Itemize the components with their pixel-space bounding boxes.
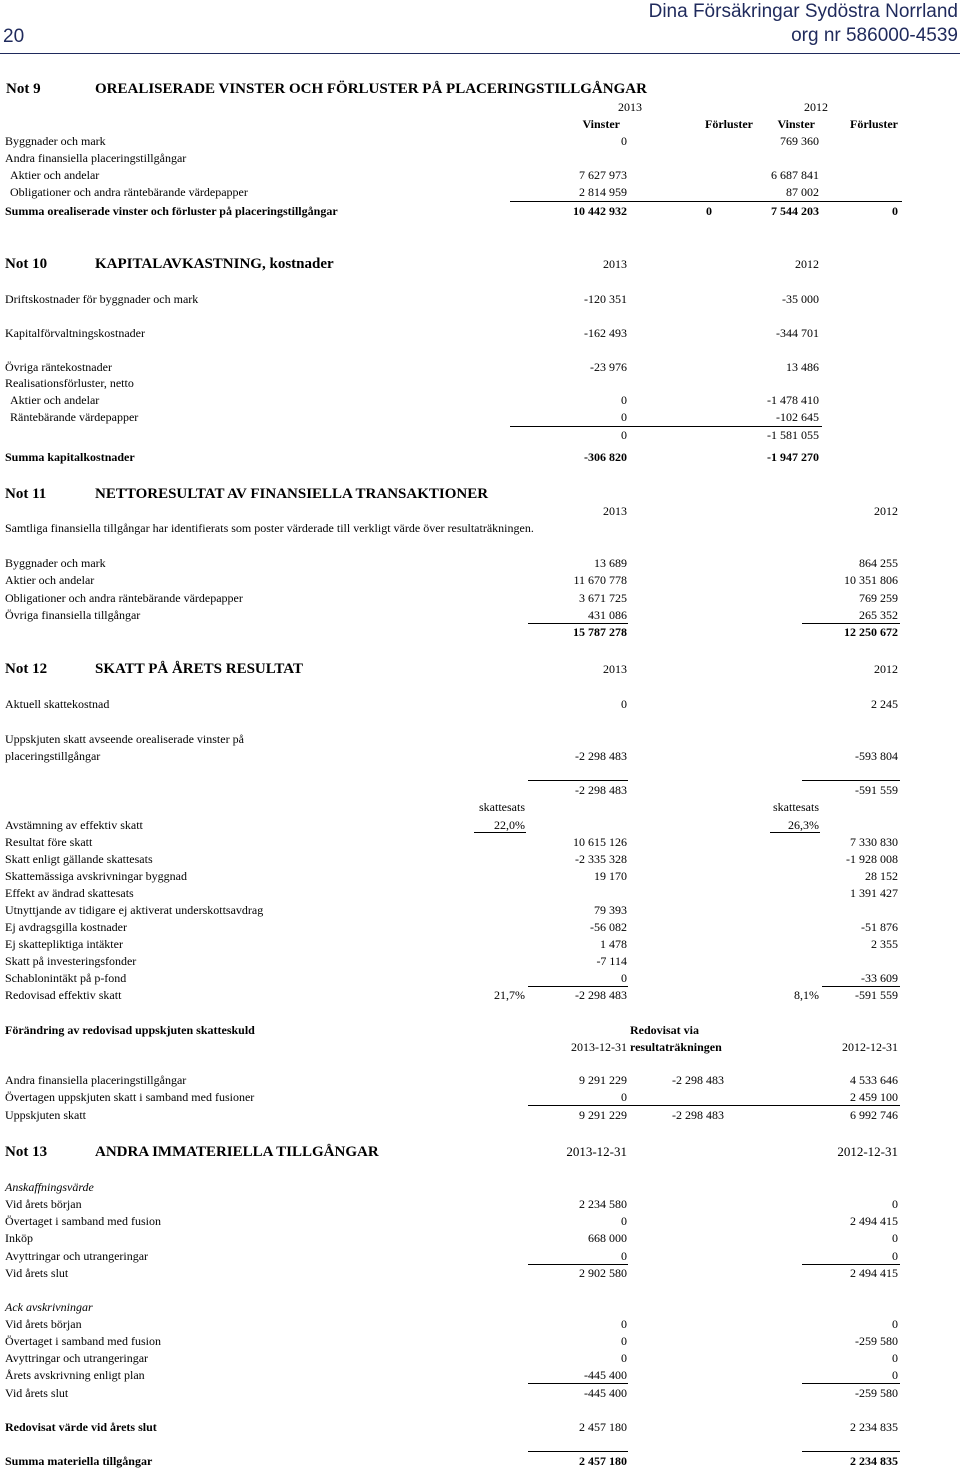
note13-ack-row-label: Vid årets början bbox=[5, 1317, 82, 1331]
note13-ack-rule-b bbox=[802, 1383, 900, 1384]
note12-uppskjuten-b: -593 804 bbox=[855, 749, 898, 763]
note12-row-label: Ej skattepliktiga intäkter bbox=[5, 937, 123, 951]
note12-frow-label: Andra finansiella placeringstillgångar bbox=[5, 1073, 187, 1087]
note12-total-b: -591 559 bbox=[855, 783, 898, 797]
note13-col-a: 2013-12-31 bbox=[566, 1144, 627, 1159]
note13-ansk-rule-a bbox=[528, 1264, 628, 1265]
note12-row-a: -2 335 328 bbox=[575, 852, 627, 866]
note10-year1: 2013 bbox=[603, 257, 627, 271]
note11-title: NETTORESULTAT AV FINANSIELLA TRANSAKTIONER bbox=[95, 486, 489, 502]
note12-row-b: 1 391 427 bbox=[850, 886, 898, 900]
note10-row-b: -35 000 bbox=[782, 292, 819, 306]
note10-subtotal-b: -1 581 055 bbox=[767, 428, 819, 442]
note13-ack-row-b: -259 580 bbox=[855, 1334, 898, 1348]
note12-row-b: -33 609 bbox=[861, 971, 898, 985]
note12-uppskjuten-label1: Uppskjuten skatt avseende orealiserade vinster på bbox=[5, 732, 244, 746]
note13-ansk-row-b: 2 494 415 bbox=[850, 1266, 898, 1280]
note11-row-b: 265 352 bbox=[859, 608, 898, 622]
note13-ansk-row-label: Avyttringar och utrangeringar bbox=[5, 1249, 149, 1263]
note10-row-a: -23 976 bbox=[590, 360, 627, 374]
note13-ansk-row-a: 0 bbox=[621, 1214, 627, 1228]
note12-rate-rule-b bbox=[770, 832, 820, 833]
note13-summa-b: 2 234 835 bbox=[850, 1454, 898, 1468]
note9-vinster2: Vinster bbox=[777, 117, 815, 131]
note12-row-label: Resultat före skatt bbox=[5, 835, 93, 849]
note13-redovisat-a: 2 457 180 bbox=[579, 1420, 627, 1434]
note9-row-label: Byggnader och mark bbox=[5, 134, 106, 148]
note13-ansk-rule-b bbox=[802, 1264, 900, 1265]
note13-ack-row-b: 0 bbox=[892, 1368, 898, 1382]
note12-row-a: 10 615 126 bbox=[573, 835, 627, 849]
note10-subtotal-rule bbox=[510, 426, 822, 427]
note12-row-label: Skatt på investeringsfonder bbox=[5, 954, 137, 968]
note12-row-b: 28 152 bbox=[865, 869, 898, 883]
note9-sum-rule bbox=[510, 201, 902, 202]
note10-row-label: Räntebärande värdepapper bbox=[10, 410, 139, 424]
note11-intro: Samtliga finansiella tillgångar har identifierats som poster värderade till verkligt värde över resultaträkningen. bbox=[5, 521, 534, 535]
note12-row-label: Skattemässiga avskrivningar byggnad bbox=[5, 869, 187, 883]
note13-ansk-row-label: Vid årets början bbox=[5, 1197, 82, 1211]
note12-year2: 2012 bbox=[874, 662, 898, 676]
note9-sum-v1: 10 442 932 bbox=[573, 204, 627, 218]
note11-row-a: 431 086 bbox=[588, 608, 627, 622]
note13-ansk-row-b: 0 bbox=[892, 1231, 898, 1245]
note12-row-a: 19 170 bbox=[594, 869, 627, 883]
header-rule bbox=[0, 53, 960, 54]
note12-forandring-label: Förändring av redovisad uppskjuten skatteskuld bbox=[5, 1023, 255, 1037]
note12-rate-a: 22,0% bbox=[494, 818, 525, 832]
note11-sum-a: 15 787 278 bbox=[573, 625, 627, 639]
note10-row-b: 13 486 bbox=[786, 360, 819, 374]
note9-sum-label: Summa orealiserade vinster och förluster på placeringstillgångar bbox=[5, 204, 338, 218]
note13-ansk-row-b: 0 bbox=[892, 1249, 898, 1263]
note12-col-mid-2: resultaträkningen bbox=[630, 1040, 722, 1054]
note11-sum-rule-b bbox=[802, 623, 900, 624]
note12-row-b: -51 876 bbox=[861, 920, 898, 934]
note12-row-label: Effekt av ändrad skattesats bbox=[5, 886, 134, 900]
note10-number: Not 10 bbox=[5, 256, 48, 272]
note13-ack-row-a: 0 bbox=[621, 1317, 627, 1331]
note11-sum-b: 12 250 672 bbox=[844, 625, 898, 639]
note10-row-b: -344 701 bbox=[776, 326, 819, 340]
note9-row-v2: 87 002 bbox=[786, 185, 819, 199]
note9-year2: 2012 bbox=[804, 100, 828, 114]
note11-row-a: 11 670 778 bbox=[573, 573, 627, 587]
note10-row-label: Driftskostnader för byggnader och mark bbox=[5, 292, 199, 306]
note12-row-a: 1 478 bbox=[600, 937, 627, 951]
note13-ack-row-label: Vid årets slut bbox=[5, 1386, 69, 1400]
note13-redovisat-b: 2 234 835 bbox=[850, 1420, 898, 1434]
note12-skattesats-a: skattesats bbox=[479, 800, 525, 814]
note9-title: OREALISERADE VINSTER OCH FÖRLUSTER PÅ PLACERINGSTILLGÅNGAR bbox=[95, 81, 647, 97]
note13-ansk-row-b: 2 494 415 bbox=[850, 1214, 898, 1228]
note11-sum-rule-a bbox=[528, 623, 628, 624]
note9-row-label: Obligationer och andra räntebärande värdepapper bbox=[10, 185, 248, 199]
note12-skattesats-b: skattesats bbox=[773, 800, 819, 814]
note10-row-a: -162 493 bbox=[584, 326, 627, 340]
note11-row-a: 13 689 bbox=[594, 556, 627, 570]
note9-forluster2: Förluster bbox=[850, 117, 898, 131]
note13-ansk-row-label: Övertaget i samband med fusion bbox=[5, 1214, 161, 1228]
note10-row-label: Aktier och andelar bbox=[10, 393, 100, 407]
note11-row-label: Obligationer och andra räntebärande värdepapper bbox=[5, 591, 243, 605]
note10-row-label: Övriga räntekostnader bbox=[5, 360, 112, 374]
note10-row-a: 0 bbox=[621, 410, 627, 424]
note12-frow-label: Övertagen uppskjuten skatt i samband med fusioner bbox=[5, 1090, 255, 1104]
note12-row-b: 7 330 830 bbox=[850, 835, 898, 849]
note13-summa-a: 2 457 180 bbox=[579, 1454, 627, 1468]
note12-redovisad-rule-b bbox=[822, 986, 900, 987]
note11-row-a: 3 671 725 bbox=[579, 591, 627, 605]
note11-year2: 2012 bbox=[874, 504, 898, 518]
note10-sum-label: Summa kapitalkostnader bbox=[5, 450, 135, 464]
note12-row-a: -7 114 bbox=[596, 954, 627, 968]
note12-uppskjuten-a: -2 298 483 bbox=[575, 749, 627, 763]
note13-ack-row-a: 0 bbox=[621, 1351, 627, 1365]
note13-ansk-row-a: 0 bbox=[621, 1249, 627, 1263]
note13-ansk-row-a: 668 000 bbox=[588, 1231, 627, 1245]
note13-ack-row-label: Övertaget i samband med fusion bbox=[5, 1334, 161, 1348]
note10-row-b: -1 478 410 bbox=[767, 393, 819, 407]
note12-col-mid-1: Redovisat via bbox=[630, 1023, 699, 1037]
note9-sum-f2: 0 bbox=[892, 204, 898, 218]
note12-frow-b: 6 992 746 bbox=[850, 1108, 898, 1122]
note13-ack-row-b: 0 bbox=[892, 1351, 898, 1365]
note10-subtotal-a: 0 bbox=[621, 428, 627, 442]
note12-row-a: 0 bbox=[621, 971, 627, 985]
note10-year2: 2012 bbox=[795, 257, 819, 271]
note9-vinster1: Vinster bbox=[582, 117, 620, 131]
note13-ansk-row-a: 2 234 580 bbox=[579, 1197, 627, 1211]
note12-year1: 2013 bbox=[603, 662, 627, 676]
note12-row-label: Ej avdragsgilla kostnader bbox=[5, 920, 127, 934]
note9-sum-v2: 7 544 203 bbox=[771, 204, 819, 218]
note13-number: Not 13 bbox=[5, 1144, 48, 1160]
note9-row-v2: 6 687 841 bbox=[771, 168, 819, 182]
page-number: 20 bbox=[3, 26, 25, 47]
note13-ansk-row-a: 2 902 580 bbox=[579, 1266, 627, 1280]
note11-row-label: Byggnader och mark bbox=[5, 556, 106, 570]
note13-ansk-label: Anskaffningsvärde bbox=[5, 1180, 94, 1194]
note9-row-v1: 7 627 973 bbox=[579, 168, 627, 182]
note12-row-b: 2 355 bbox=[871, 937, 898, 951]
note11-row-b: 864 255 bbox=[859, 556, 898, 570]
note13-ack-row-b: -259 580 bbox=[855, 1386, 898, 1400]
note12-redovisad-rate-a: 21,7% bbox=[494, 988, 525, 1002]
note10-sum-b: -1 947 270 bbox=[767, 450, 819, 464]
note12-uppskjuten-label2: placeringstillgångar bbox=[5, 749, 101, 763]
note12-row-label: Schablonintäkt på p-fond bbox=[5, 971, 127, 985]
note12-aktuell-label: Aktuell skattekostnad bbox=[5, 697, 110, 711]
note13-ansk-row-b: 0 bbox=[892, 1197, 898, 1211]
note12-rate-rule-a bbox=[474, 832, 526, 833]
note13-ack-row-a: 0 bbox=[621, 1334, 627, 1348]
note9-number: Not 9 bbox=[6, 81, 41, 97]
note13-ack-rule-a bbox=[528, 1383, 628, 1384]
note12-col-a: 2013-12-31 bbox=[571, 1040, 627, 1054]
note12-row-b: -1 928 008 bbox=[846, 852, 898, 866]
note12-frow-a: 9 291 229 bbox=[579, 1073, 627, 1087]
note10-row-b: -102 645 bbox=[776, 410, 819, 424]
note9-row-v2: 769 360 bbox=[780, 134, 819, 148]
note12-total-rule-b bbox=[802, 780, 900, 781]
note11-row-b: 10 351 806 bbox=[844, 573, 898, 587]
note13-summa-label: Summa materiella tillgångar bbox=[5, 1454, 153, 1468]
note9-sum-f1: 0 bbox=[706, 204, 712, 218]
note12-total-a: -2 298 483 bbox=[575, 783, 627, 797]
note12-frow-m: -2 298 483 bbox=[672, 1073, 724, 1087]
note12-col-b: 2012-12-31 bbox=[842, 1040, 898, 1054]
note13-ack-row-label: Årets avskrivning enligt plan bbox=[5, 1368, 145, 1382]
note9-year1: 2013 bbox=[618, 100, 642, 114]
note13-ansk-row-label: Inköp bbox=[5, 1231, 33, 1245]
note12-row-label: Skatt enligt gällande skattesats bbox=[5, 852, 153, 866]
note13-ack-row-a: -445 400 bbox=[584, 1368, 627, 1382]
note9-row-label: Aktier och andelar bbox=[10, 168, 100, 182]
note12-frow-label: Uppskjuten skatt bbox=[5, 1108, 86, 1122]
note13-ack-row-a: -445 400 bbox=[584, 1386, 627, 1400]
note13-ansk-row-label: Vid årets slut bbox=[5, 1266, 69, 1280]
note11-row-b: 769 259 bbox=[859, 591, 898, 605]
note11-row-label: Övriga finansiella tillgångar bbox=[5, 608, 141, 622]
note9-row-v1: 2 814 959 bbox=[579, 185, 627, 199]
note13-title: ANDRA IMMATERIELLA TILLGÅNGAR bbox=[95, 1144, 379, 1160]
note9-row-v1: 0 bbox=[621, 134, 627, 148]
note12-row-a: 79 393 bbox=[594, 903, 627, 917]
note12-redovisad-b: -591 559 bbox=[855, 988, 898, 1002]
note12-frow-b: 2 459 100 bbox=[850, 1090, 898, 1104]
note12-rate-b: 26,3% bbox=[788, 818, 819, 832]
note12-frow-a: 0 bbox=[621, 1090, 627, 1104]
org-number: org nr 586000-4539 bbox=[791, 25, 958, 46]
note11-row-label: Aktier och andelar bbox=[5, 573, 95, 587]
note13-summa-rule-a bbox=[528, 1451, 628, 1452]
note12-frow-b: 4 533 646 bbox=[850, 1073, 898, 1087]
note12-title: SKATT PÅ ÅRETS RESULTAT bbox=[95, 661, 303, 677]
company-name: Dina Försäkringar Sydöstra Norrland bbox=[648, 1, 958, 22]
note12-frow-a: 9 291 229 bbox=[579, 1108, 627, 1122]
note12-redovisad-a: -2 298 483 bbox=[575, 988, 627, 1002]
note12-total-rule-a bbox=[528, 780, 628, 781]
note9-forluster1: Förluster bbox=[705, 117, 753, 131]
note12-avstamning-label: Avstämning av effektiv skatt bbox=[5, 818, 143, 832]
note13-ack-row-b: 0 bbox=[892, 1317, 898, 1331]
note11-year1: 2013 bbox=[603, 504, 627, 518]
note12-aktuell-a: 0 bbox=[621, 697, 627, 711]
note11-number: Not 11 bbox=[5, 486, 47, 502]
note13-redovisat-label: Redovisat värde vid årets slut bbox=[5, 1420, 157, 1434]
note12-row-label: Utnyttjande av tidigare ej aktiverat underskottsavdrag bbox=[5, 903, 264, 917]
note12-redovisad-rate-b: 8,1% bbox=[794, 988, 819, 1002]
note13-ack-row-label: Avyttringar och utrangeringar bbox=[5, 1351, 149, 1365]
note10-row-a: 0 bbox=[621, 393, 627, 407]
note12-frow-m: -2 298 483 bbox=[672, 1108, 724, 1122]
note10-sum-a: -306 820 bbox=[584, 450, 627, 464]
note10-row-a: -120 351 bbox=[584, 292, 627, 306]
note12-redovisad-label: Redovisad effektiv skatt bbox=[5, 988, 122, 1002]
note12-row-a: -56 082 bbox=[590, 920, 627, 934]
note10-row-label: Kapitalförvaltningskostnader bbox=[5, 326, 145, 340]
note10-title: KAPITALAVKASTNING, kostnader bbox=[95, 256, 334, 272]
note13-col-b: 2012-12-31 bbox=[837, 1144, 898, 1159]
note12-redovisad-rule-a bbox=[528, 986, 628, 987]
note12-aktuell-b: 2 245 bbox=[871, 697, 898, 711]
note13-ack-label: Ack avskrivningar bbox=[5, 1300, 93, 1314]
note12-frow-rule bbox=[528, 1105, 900, 1106]
note9-row-label: Andra finansiella placeringstillgångar bbox=[5, 151, 187, 165]
note13-summa-rule-b bbox=[802, 1451, 900, 1452]
note10-row-label: Realisationsförluster, netto bbox=[5, 376, 134, 390]
note12-number: Not 12 bbox=[5, 661, 48, 677]
